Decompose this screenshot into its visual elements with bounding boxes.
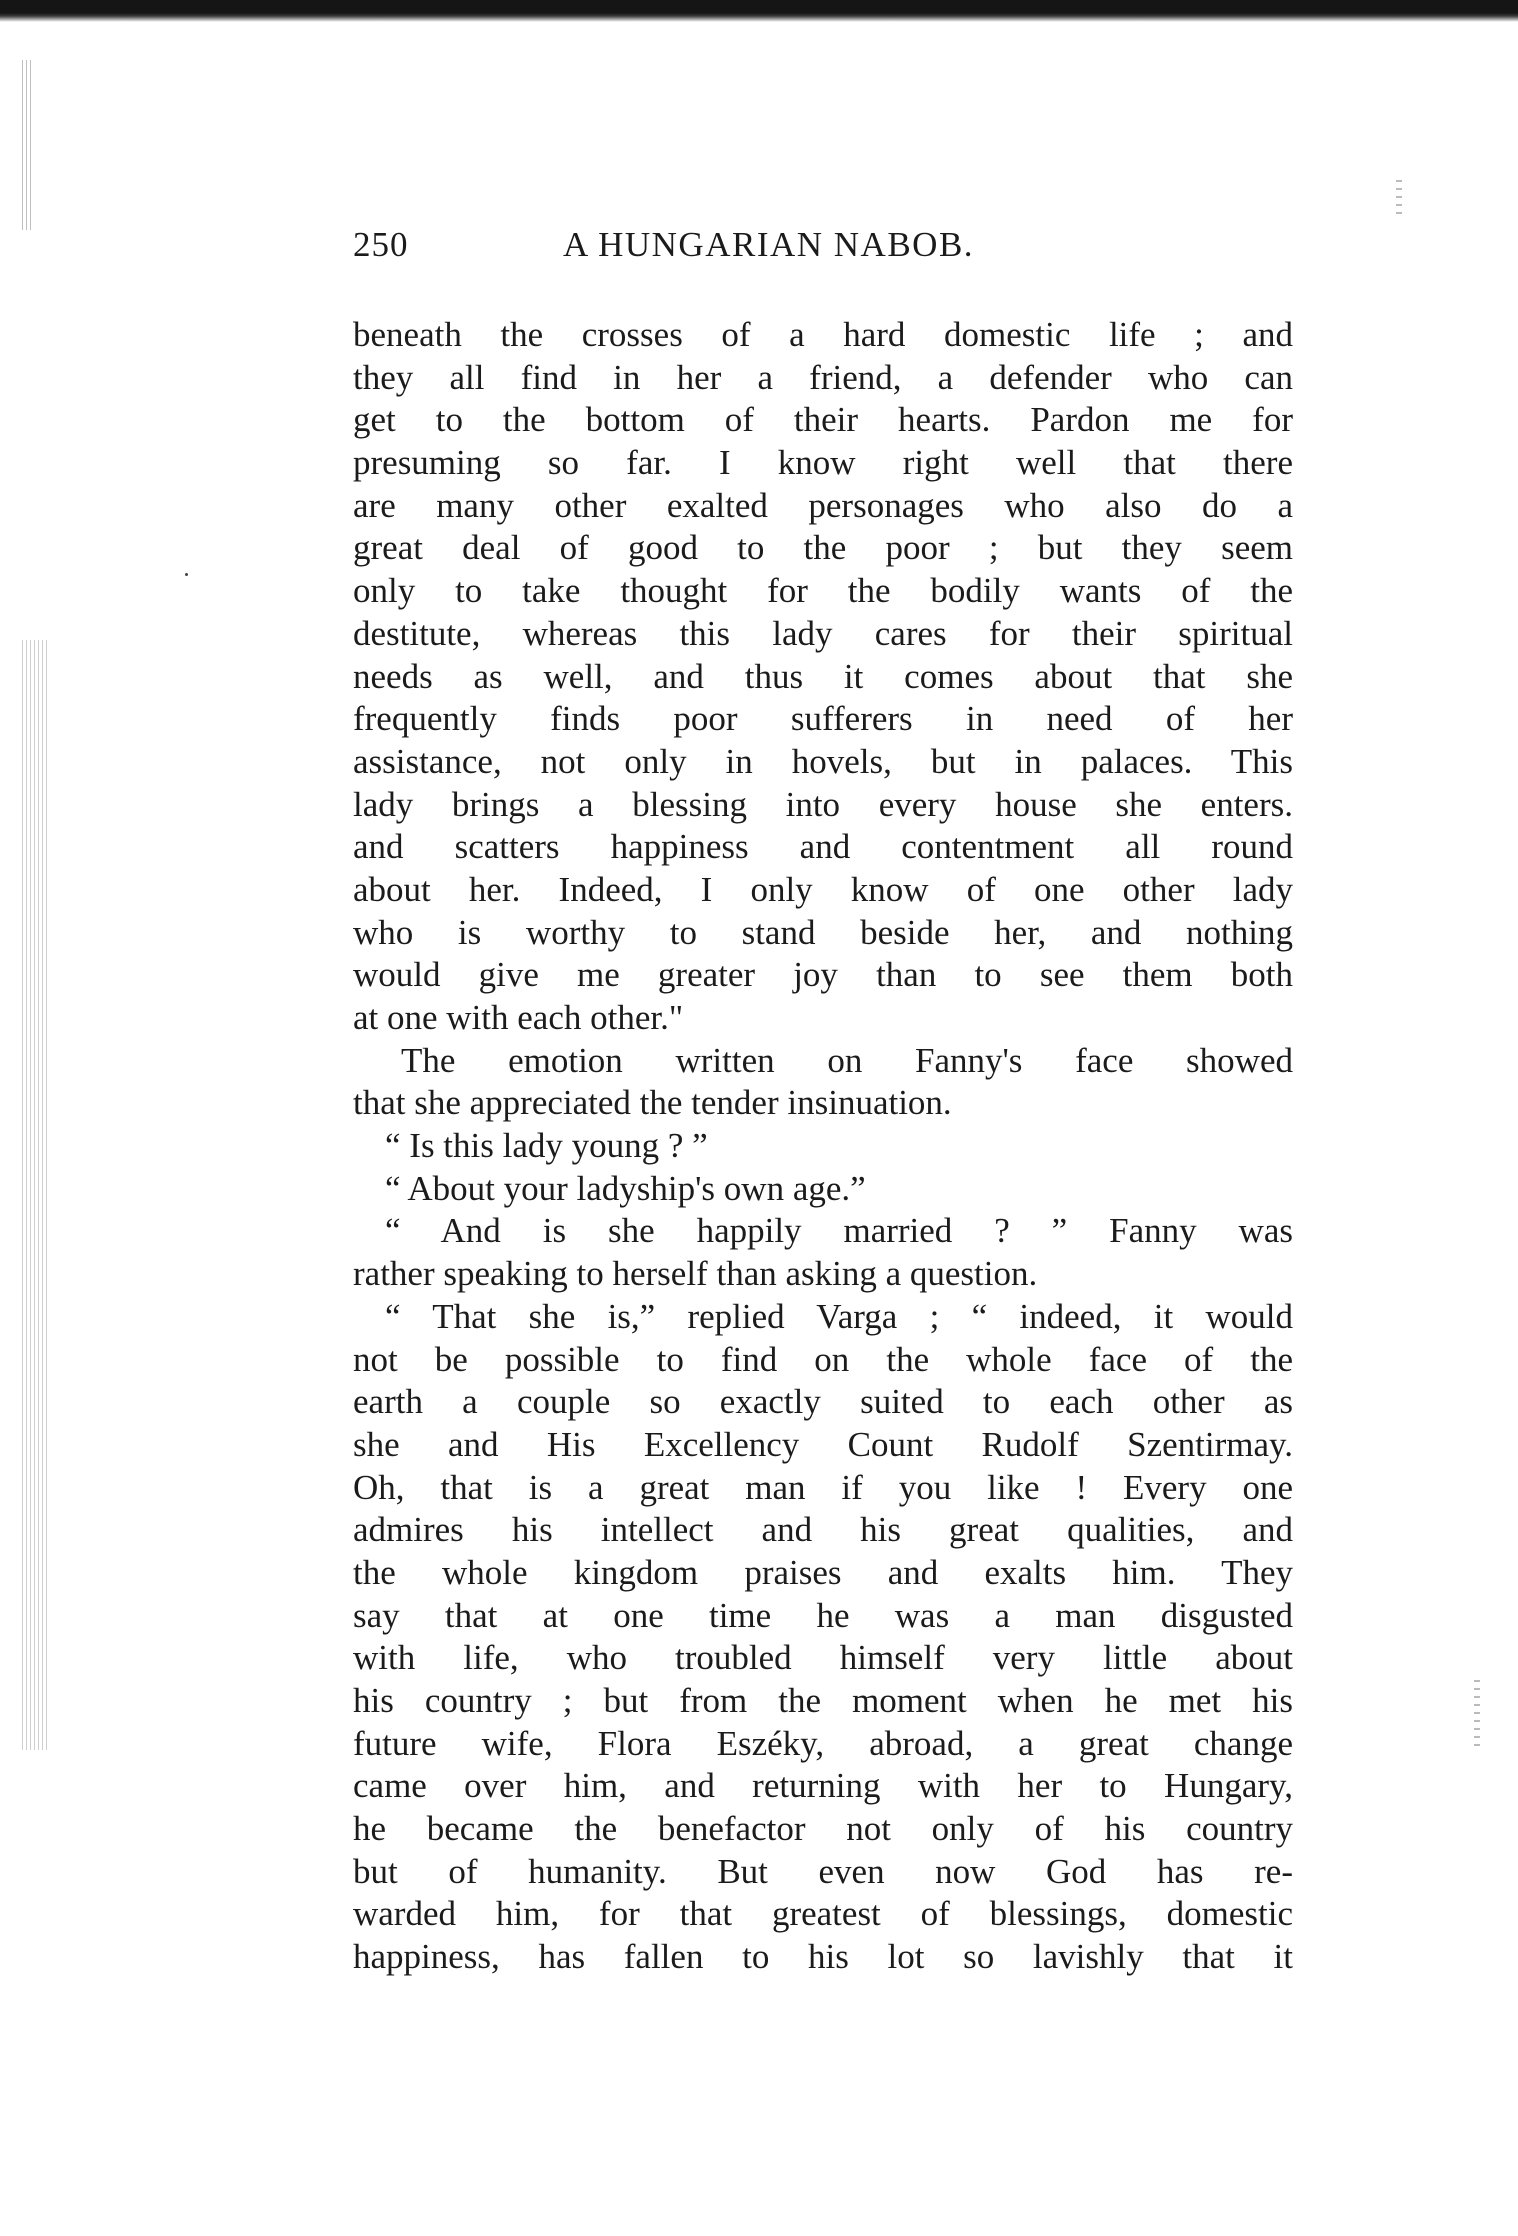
text-line: presuming so far. I know right well that there (353, 443, 1293, 483)
text-line: beneath the crosses of a hard domestic life ; and (353, 315, 1293, 354)
text-line: about her. Indeed, I only know of one other lady (353, 869, 1293, 909)
text-line: frequently finds poor sufferers in need of her (353, 699, 1293, 739)
ink-speck (185, 573, 188, 576)
body-text (353, 314, 1293, 1979)
scan-edge-marks (1396, 180, 1402, 220)
top-edge-shadow (0, 0, 1518, 22)
binding-gutter-shadow (22, 60, 34, 230)
scan-edge-marks (1474, 1680, 1480, 1750)
text-line: say that at one time he was a man disgusted (353, 1595, 1293, 1635)
text-line: who is worthy to stand beside her, and nothing (353, 912, 1293, 952)
text-line: he became the benefactor not only of his country (353, 1809, 1293, 1849)
text-line: but of humanity. But even now God has re- (353, 1851, 1293, 1891)
page-number: 250 (353, 225, 409, 264)
running-head (353, 225, 1113, 275)
text-line: she and His Excellency Count Rudolf Szentirmay. (353, 1424, 1293, 1464)
text-line: happiness, has fallen to his lot so lavishly that it (353, 1937, 1293, 1977)
text-line: with life, who troubled himself very little about (353, 1638, 1293, 1678)
dialogue-line: “ That she is,” replied Varga ; “ indeed, it would (385, 1296, 1293, 1336)
text-line: destitute, whereas this lady cares for their spiritual (353, 613, 1293, 653)
dialogue-line: “ And is she happily married ? ” Fanny was (385, 1211, 1293, 1251)
paragraph-end-line: rather speaking to herself than asking a question. (353, 1254, 1038, 1294)
text-line: lady brings a blessing into every house she enters. (353, 784, 1293, 824)
paragraph-end-line: that she appreciated the tender insinuation. (353, 1083, 952, 1123)
text-line: future wife, Flora Eszéky, abroad, a great change (353, 1723, 1293, 1763)
text-line: his country ; but from the moment when he met his (353, 1681, 1293, 1720)
text-line: not be possible to find on the whole face of the (353, 1339, 1293, 1379)
text-line: came over him, and returning with her to Hungary, (353, 1766, 1293, 1806)
dialogue-line: “ Is this lady young ? ” (385, 1126, 708, 1166)
dialogue-line: “ About your ladyship's own age.” (385, 1168, 866, 1208)
text-line: only to take thought for the bodily wants of the (353, 571, 1293, 611)
paragraph-end-line: at one with each other." (353, 998, 684, 1037)
text-line: great deal of good to the poor ; but they seem (353, 528, 1293, 568)
text-line: earth a couple so exactly suited to each other as (353, 1382, 1293, 1422)
book-title: A HUNGARIAN NABOB. (563, 225, 975, 264)
text-line: the whole kingdom praises and exalts him. They (353, 1552, 1293, 1592)
text-line: are many other exalted personages who also do a (353, 485, 1293, 525)
text-line: needs as well, and thus it comes about that she (353, 656, 1293, 696)
text-line: they all find in her a friend, a defender who can (353, 357, 1293, 397)
text-line: and scatters happiness and contentment all round (353, 827, 1293, 867)
text-line: assistance, not only in hovels, but in palaces. This (353, 741, 1293, 781)
text-line: admires his intellect and his great qualities, and (353, 1510, 1293, 1550)
paragraph-start-line: The emotion written on Fanny's face showed (401, 1040, 1293, 1080)
text-line: Oh, that is a great man if you like ! Every one (353, 1467, 1293, 1507)
text-line: would give me greater joy than to see them both (353, 955, 1293, 995)
binding-gutter-shadow (22, 640, 50, 1750)
text-line: warded him, for that greatest of blessings, domestic (353, 1894, 1293, 1934)
text-line: get to the bottom of their hearts. Pardon me for (353, 400, 1293, 440)
